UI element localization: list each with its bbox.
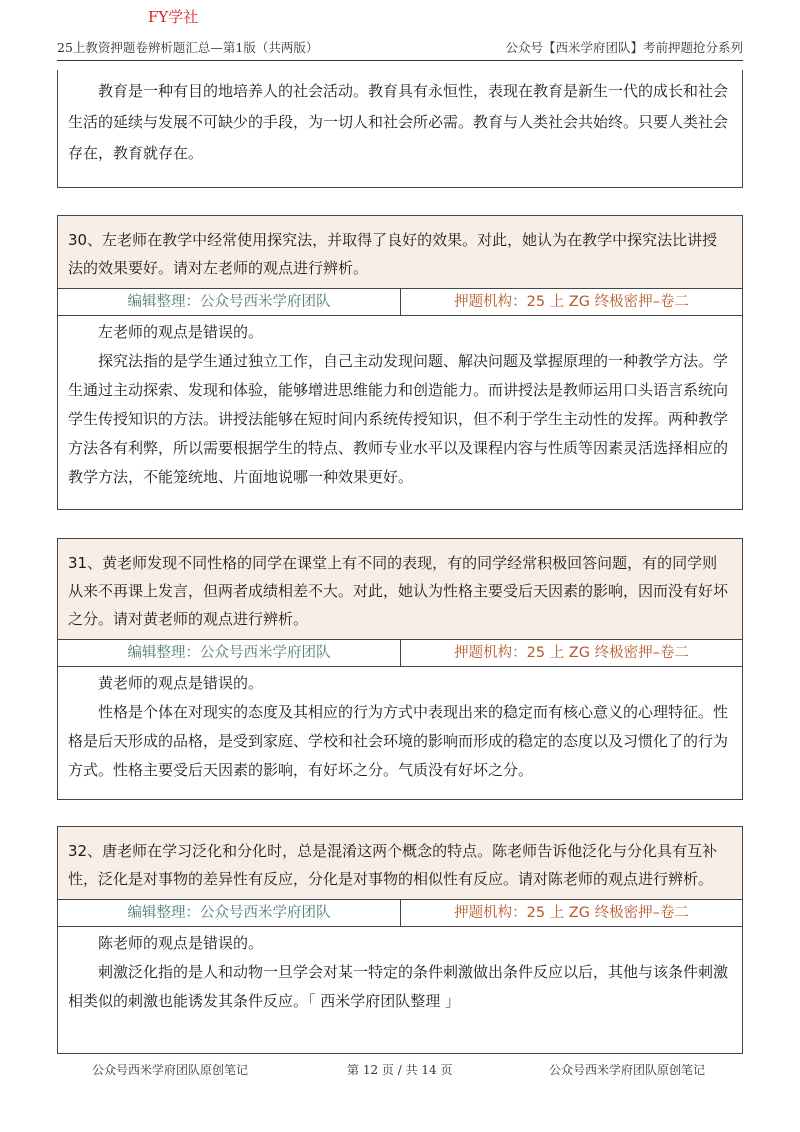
page-header	[57, 38, 743, 58]
question-block-30	[57, 215, 743, 510]
footer-right: 公众号西米学府团队原创笔记	[548, 1063, 705, 1077]
question-text: 32、唐老师在学习泛化和分化时，总是混淆这两个概念的特点。陈老师告诉他泛化与分化具有互补性，泛化是对事物的差异性有反应，分化是对事物的相似性有反应。请对陈老师的观点进行辨析。	[58, 827, 742, 900]
org-label: 押题机构：25 上 ZG 终极密押–卷二	[454, 294, 689, 310]
answer-paragraph: 性格是个体在对现实的态度及其相应的行为方式中表现出来的稳定而有核心意义的心理特征。性格是后天形成的品格，是受到家庭、学校和社会环境的影响而形成的稳定的态度以及习惯化了的行为方式。性格主要受后天因素的影响，有好坏之分。气质没有好坏之分。	[68, 703, 729, 779]
footer-left: 公众号西米学府团队原创笔记	[92, 1063, 249, 1077]
org-label: 押题机构：25 上 ZG 终极密押–卷二	[454, 905, 689, 921]
continuation-box	[57, 70, 743, 188]
answer-verdict: 左老师的观点是错误的。	[98, 323, 264, 341]
answer-verdict: 黄老师的观点是错误的。	[98, 674, 264, 692]
answer-verdict: 陈老师的观点是错误的。	[98, 934, 264, 952]
question-text: 31、黄老师发现不同性格的同学在课堂上有不同的表现，有的同学经常积极回答问题，有的同学则从来不再课上发言，但两者成绩相差不大。对此，她认为性格主要受后天因素的影响，因而没有好坏之分。请对黄老师的观点进行辨析。	[58, 539, 742, 640]
editor-label: 编辑整理：公众号西米学府团队	[58, 289, 401, 315]
editor-label: 编辑整理：公众号西米学府团队	[58, 640, 401, 666]
answer-paragraph: 探究法指的是学生通过独立工作，自己主动发现问题、解决问题及掌握原理的一种教学方法。学生通过主动探索、发现和体验，能够增进思维能力和创造能力。而讲授法是教师运用口头语言系统向学生传授知识的方法。讲授法能够在短时间内系统传授知识，但不利于学生主动性的发挥。两种教学方法各有利弊，所以需要根据学生的特点、教师专业水平以及课程内容与性质等因素灵活选择相应的教学方法，不能笼统地、片面地说哪一种效果更好。	[68, 352, 729, 486]
org-label: 押题机构：25 上 ZG 终极密押–卷二	[454, 645, 689, 661]
question-block-32	[57, 826, 743, 1054]
header-left: 25上教资押题卷辨析题汇总—第1版（共两版）	[57, 40, 319, 55]
answer	[58, 316, 742, 498]
watermark: FY学社	[148, 8, 199, 26]
answer	[58, 667, 742, 791]
editor-label: 编辑整理：公众号西米学府团队	[58, 900, 401, 926]
question-block-31	[57, 538, 743, 800]
header-right: 公众号【西米学府团队】考前押题抢分系列	[505, 40, 743, 55]
meta-row	[58, 289, 742, 316]
page-number: 第 12 页 / 共 14 页	[347, 1063, 453, 1077]
answer-paragraph: 刺激泛化指的是人和动物一旦学会对某一特定的条件刺激做出条件反应以后，其他与该条件刺激相类似的刺激也能诱发其条件反应。「 西米学府团队整理 」	[68, 963, 729, 1010]
meta-row	[58, 640, 742, 667]
answer	[58, 927, 742, 1022]
meta-row	[58, 900, 742, 927]
continuation-paragraph: 教育是一种有目的地培养人的社会活动。教育具有永恒性，表现在教育是新生一代的成长和社会生活的延续与发展不可缺少的手段，为一切人和社会所必需。教育与人类社会共始终。只要人类社会存在，教育就存在。	[68, 82, 729, 162]
question-text: 30、左老师在教学中经常使用探究法，并取得了良好的效果。对此，她认为在教学中探究法比讲授法的效果要好。请对左老师的观点进行辨析。	[58, 216, 742, 289]
header-rule	[57, 60, 743, 61]
